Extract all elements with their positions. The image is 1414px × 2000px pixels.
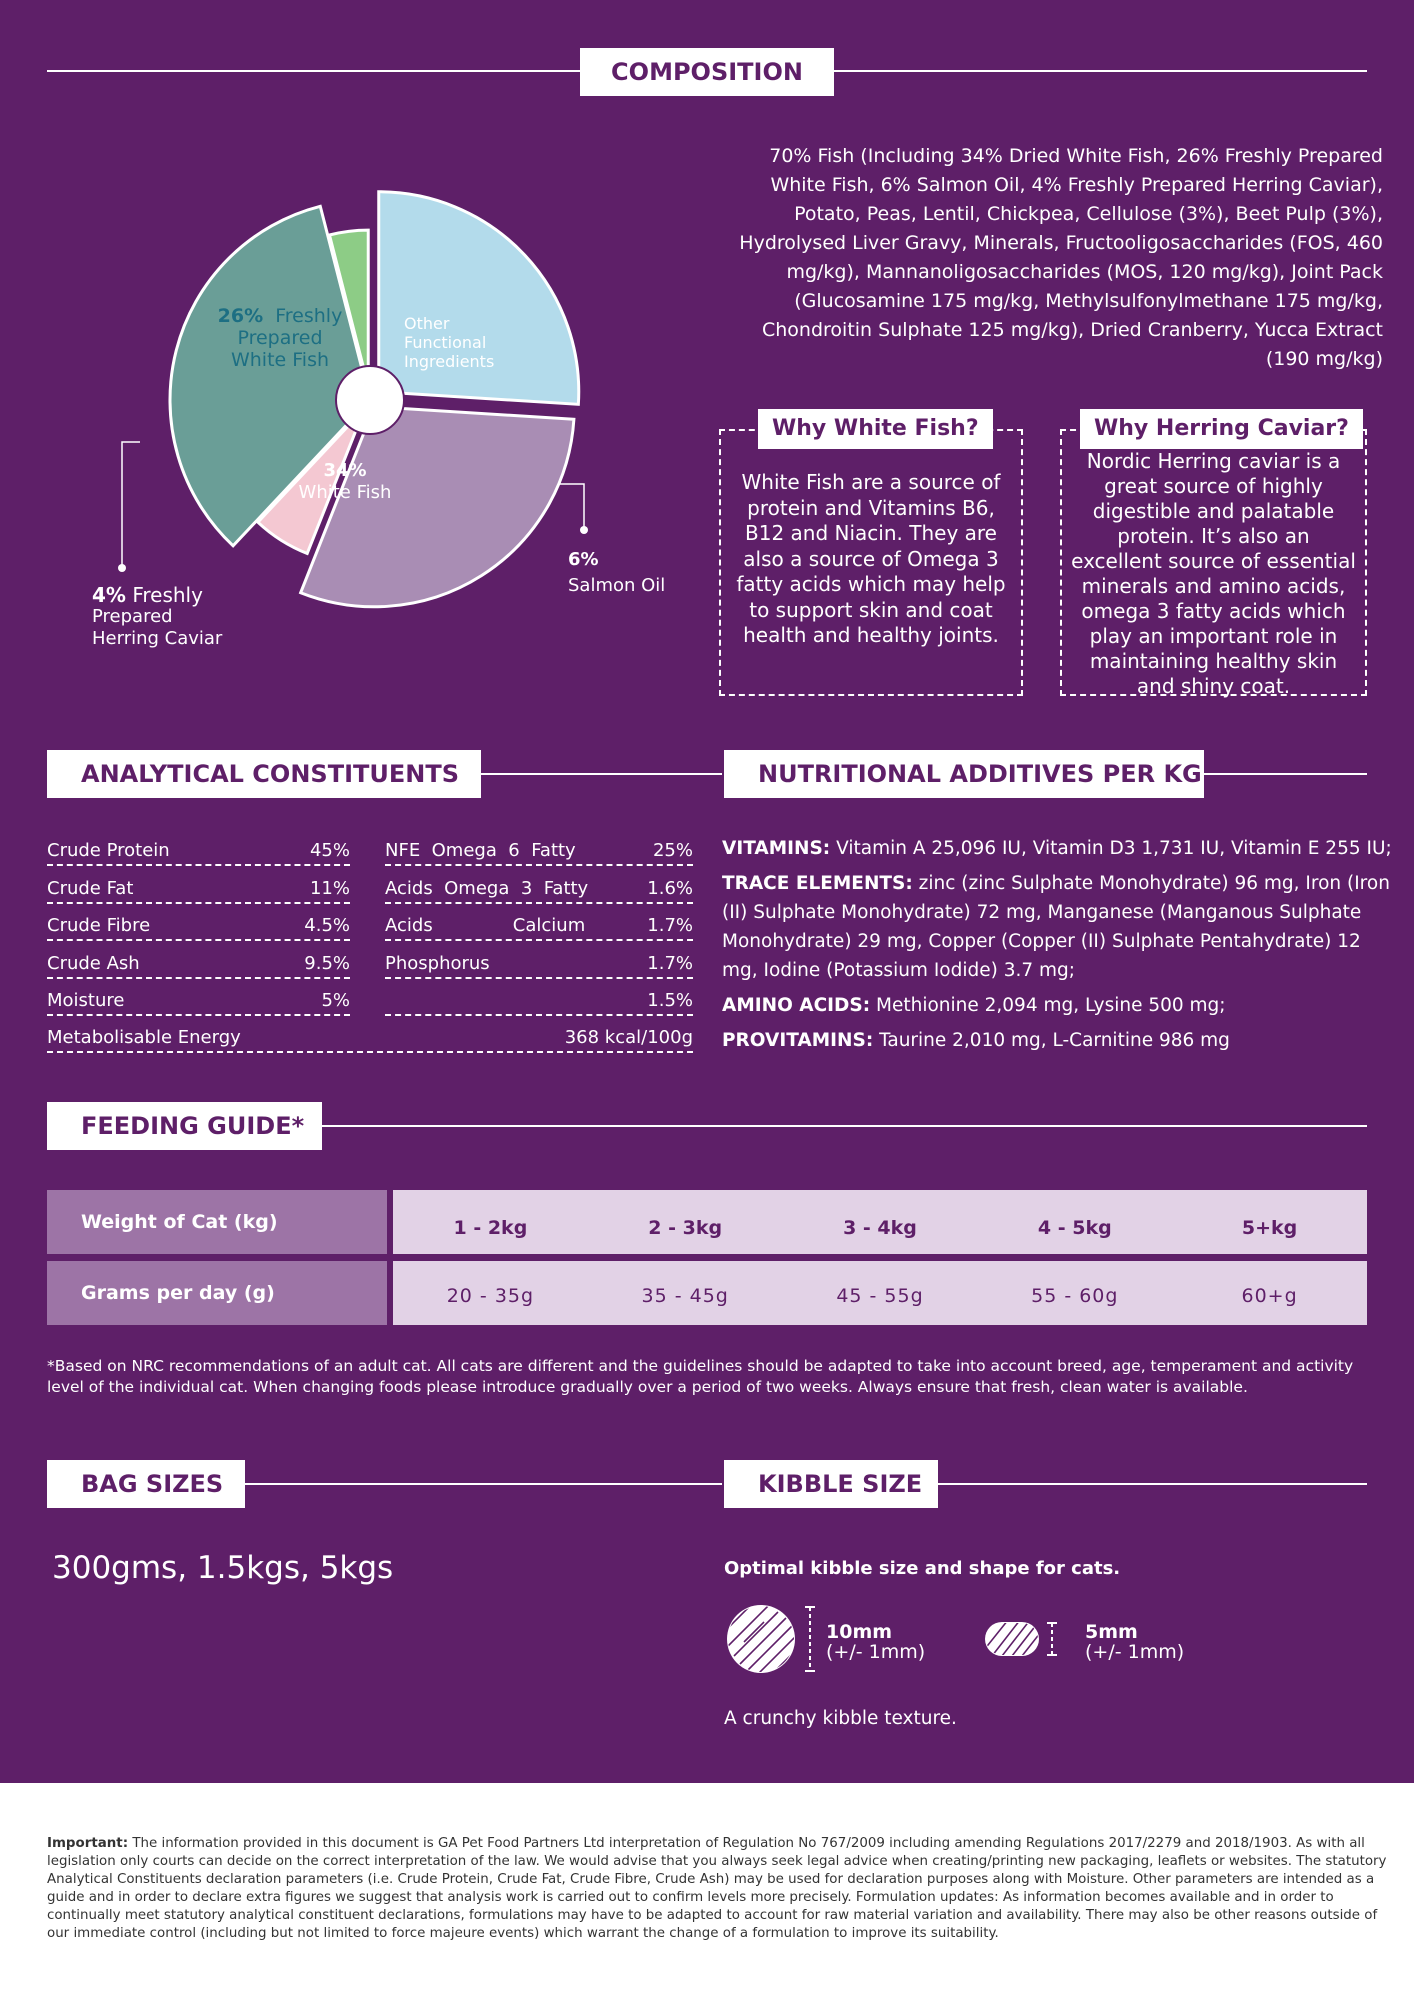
feeding-heading: FEEDING GUIDE* (47, 1102, 322, 1150)
analytical-right-row (385, 838, 693, 866)
analytical-left-value: 4.5% (304, 915, 350, 936)
pie-label-fresh-pct: 26% (217, 305, 264, 327)
feeding-weight-cell: 5+kg (1241, 1217, 1298, 1239)
nutri-trace-text: zinc (zinc Sulphate Monohydrate) 96 mg, Iron (Iron (II) Sulphate Monohydrate) 72 mg, Manganese (Manganous Sulphate Monohydrate) 29 mg, Copper (Copper (II) Sulphate Pentahydrate) 12 mg, Iodine (Potassium Iodide) 3.7 mg; (722, 873, 1390, 981)
analytical-left-value: 45% (309, 840, 350, 861)
analytical-left-row (47, 876, 350, 904)
feeding-rule (322, 1125, 1367, 1127)
kibble-size1-tolerance: (+/- 1mm) (826, 1641, 926, 1663)
pie-label-salmon-name: Salmon Oil (568, 575, 666, 596)
composition-text: 70% Fish (Including 34% Dried White Fish, 26% Freshly Prepared White Fish, 6% Salmon Oil, 4% Freshly Prepared Herring Caviar), Potato, Peas, Lentil, Chickpea, Cellulose (3%), Beet Pulp (3%), Hydrolysed Liver Gravy, Minerals, Fructooligosaccharides (FOS, 460 mg/kg), Mannanoligosaccharides (MOS, 120 mg/kg), Joint Pack (Glucosamine 175 mg/kg, Methylsulfonylmethane 175 mg/kg, Chondroitin Sulphate 125 mg/kg), Dried Cranberry, Yucca Extract (190 mg/kg) (739, 145, 1383, 370)
bag-sizes-heading: BAG SIZES (47, 1460, 245, 1508)
analytical-heading: ANALYTICAL CONSTITUENTS (47, 750, 481, 798)
nutri-trace-label: TRACE ELEMENTS: (722, 873, 913, 894)
pie-label-fresh-white-fish (200, 305, 360, 371)
bag-sizes-value: 300gms, 1.5kgs, 5kgs (52, 1550, 394, 1586)
feeding-weight-cell: 4 - 5kg (1037, 1217, 1112, 1239)
feeding-weight-header: Weight of Cat (kg) (47, 1190, 387, 1254)
analytical-left-row (47, 988, 350, 1016)
nutri-provit-text: Taurine 2,010 mg, L-Carnitine 986 mg (873, 1030, 1230, 1051)
pie-label-herring-line1: Freshly (132, 583, 203, 607)
analytical-left-value: 11% (309, 877, 350, 899)
pie-center-hole (336, 366, 404, 434)
feeding-grams-cell: 55 - 60g (1031, 1285, 1119, 1307)
kibble-heading: KIBBLE SIZE (724, 1460, 938, 1508)
feeding-grams-cell: 20 - 35g (446, 1285, 535, 1307)
nutri-provitamins (722, 1026, 1394, 1055)
pie-label-herring (92, 584, 222, 650)
pie-label-fresh-line1: Freshly (275, 305, 343, 327)
analytical-right-row (385, 951, 693, 979)
salmon-leader-line (558, 484, 584, 530)
bag-sizes-rule (245, 1483, 722, 1485)
why-white-fish-title: Why White Fish? (758, 409, 993, 449)
feeding-weight-cell: 1 - 2kg (453, 1217, 528, 1239)
feeding-grams-cell: 35 - 45g (641, 1285, 729, 1307)
kibble-size2-tolerance: (+/- 1mm) (1085, 1641, 1185, 1663)
nutri-provit-label: PROVITAMINS: (722, 1030, 874, 1051)
feeding-weight-cell: 2 - 3kg (648, 1217, 723, 1239)
analytical-right-value: 1.7% (647, 952, 693, 974)
kibble-oval-icon (984, 1620, 1060, 1660)
feeding-grams-cell: 60+g (1241, 1285, 1298, 1307)
pie-label-salmon (568, 549, 665, 597)
legal-text: The information provided in this document is GA Pet Food Partners Ltd interpretation of Regulation No 767/2009 including amending Regulations 2017/2279 and 2018/1903. As with all legislation only courts can decide on the correct interpretation of the law. We would advise that you always seek legal advice when creating/printing new packaging, leaflets or websites. The statutory Analytical Constituents declaration parameters (i.e. Crude Protein, Crude Fat, Crude Fibre, Crude Ash) may be used for declaration purposes along with Moisture. Other parameters are intended as a guide and in order to declare extra figures we suggest that analysis work is carried out to confirm levels more precisely. Formulation updates: As information becomes available and in order to continually meet statutory analytical constituent declarations, formulations may have to be adapted to account for raw material variation and availability. There may also be other reasons outside of our immediate control (including but not limited to force majeure events) which warrant the change of a formulation to improve its suitability. (47, 1836, 1387, 1941)
pie-label-white-pct: 34% (323, 460, 367, 481)
pie-label-fresh-line3: White Fish (230, 349, 330, 371)
kibble-size2-value: 5mm (1085, 1621, 1138, 1643)
herring-leader-dot (118, 564, 126, 572)
analytical-right-label: NFE Omega 6 Fatty (385, 840, 576, 861)
analytical-right-value: 25% (652, 840, 693, 861)
pie-label-fresh-line2: Prepared (237, 327, 323, 349)
analytical-right-value: 1.5% (647, 990, 693, 1011)
feeding-weight-cell: 3 - 4kg (843, 1217, 917, 1239)
pie-label-herring-pct: 4% (92, 583, 126, 607)
analytical-rule (481, 773, 722, 775)
nutritional-rule (1204, 773, 1367, 775)
analytical-left-value: 5% (321, 990, 350, 1011)
pie-label-herring-line2: Prepared (92, 606, 173, 627)
pie-label-herring-line3: Herring Caviar (92, 628, 223, 649)
why-white-fish-body: White Fish are a source of protein and Vitamins B6, B12 and Niacin. They are also a source of Omega 3 fatty acids which may help to support skin and coat health and healthy joints. (736, 470, 1006, 647)
nutri-vitamins-text: Vitamin A 25,096 IU, Vitamin D3 1,731 IU, Vitamin E 255 IU; (830, 838, 1392, 859)
kibble-round-icon (724, 1602, 819, 1676)
kibble-texture: A crunchy kibble texture. (724, 1708, 957, 1729)
analytical-energy-row (47, 1025, 693, 1053)
analytical-right-row (385, 876, 693, 904)
analytical-energy-label: Metabolisable Energy (47, 1027, 241, 1048)
kibble-rule (938, 1483, 1367, 1485)
composition-rule-right (834, 70, 1367, 72)
analytical-left-value: 9.5% (304, 952, 350, 974)
why-herring-title: Why Herring Caviar? (1080, 409, 1363, 449)
pie-label-other (404, 314, 494, 371)
analytical-right-label: Acids Omega 3 Fatty (385, 877, 589, 899)
pie-label-salmon-pct: 6% (568, 549, 599, 570)
analytical-right-row (385, 988, 693, 1016)
analytical-left-row (47, 913, 350, 941)
nutritional-additives-text (722, 834, 1394, 1061)
pie-label-other-line1: Other (404, 314, 450, 333)
analytical-right-value: 1.6% (647, 877, 693, 899)
nutri-amino (722, 991, 1394, 1020)
legal-label: Important: (47, 1836, 129, 1851)
analytical-left-label: Crude Fibre (47, 915, 151, 936)
kibble-size1-value: 10mm (826, 1621, 893, 1643)
pie-label-other-line3: Ingredients (404, 352, 495, 371)
nutri-trace (722, 869, 1394, 985)
analytical-right-value: 1.7% (647, 915, 693, 936)
analytical-left-row (47, 838, 350, 866)
analytical-energy-value: 368 kcal/100g (564, 1027, 693, 1048)
analytical-right-row (385, 913, 693, 941)
composition-heading: COMPOSITION (580, 48, 834, 96)
analytical-right-label: Phosphorus (385, 952, 490, 974)
salmon-leader-dot (580, 526, 588, 534)
kibble-size2 (1085, 1622, 1184, 1662)
composition-rule-left (47, 70, 580, 72)
feeding-grams-cell: 45 - 55g (836, 1285, 924, 1307)
analytical-left-row (47, 951, 350, 979)
nutri-vitamins (722, 834, 1394, 863)
feeding-grams-header: Grams per day (g) (47, 1261, 387, 1325)
herring-leader-line (122, 442, 140, 568)
legal-notice (47, 1835, 1387, 1943)
pie-label-other-line2: Functional (404, 333, 487, 352)
analytical-left-label: Crude Ash (47, 952, 140, 974)
nutritional-heading: NUTRITIONAL ADDITIVES PER KG (724, 750, 1204, 798)
analytical-left-label: Crude Fat (47, 877, 134, 899)
feeding-footnote: *Based on NRC recommendations of an adult cat. All cats are different and the guidelines should be adapted to take into account breed, age, temperament and activity level of the individual cat. When changing foods please introduce gradually over a period of two weeks. Always ensure that fresh, clean water is available. (47, 1357, 1354, 1396)
analytical-right-label: Acids Calcium (385, 915, 586, 936)
kibble-subtitle: Optimal kibble size and shape for cats. (724, 1558, 1121, 1579)
analytical-left-label: Moisture (47, 990, 125, 1011)
nutri-amino-text: Methionine 2,094 mg, Lysine 500 mg; (870, 995, 1226, 1016)
nutri-vitamins-label: VITAMINS: (722, 838, 831, 859)
pie-label-white-fish (285, 460, 405, 504)
kibble-size1 (826, 1622, 925, 1662)
pie-slice-freshly-prepared-white-fish (379, 192, 579, 405)
analytical-left-label: Crude Protein (47, 840, 170, 861)
why-herring-body: Nordic Herring caviar is a great source of highly digestible and palatable protein. It’s also an excellent source of essential minerals and amino acids, omega 3 fatty acids which play an important role in maintaining healthy skin and shiny coat. (1071, 449, 1356, 698)
pie-label-white-name: White Fish (298, 482, 392, 503)
nutri-amino-label: AMINO ACIDS: (722, 995, 871, 1016)
